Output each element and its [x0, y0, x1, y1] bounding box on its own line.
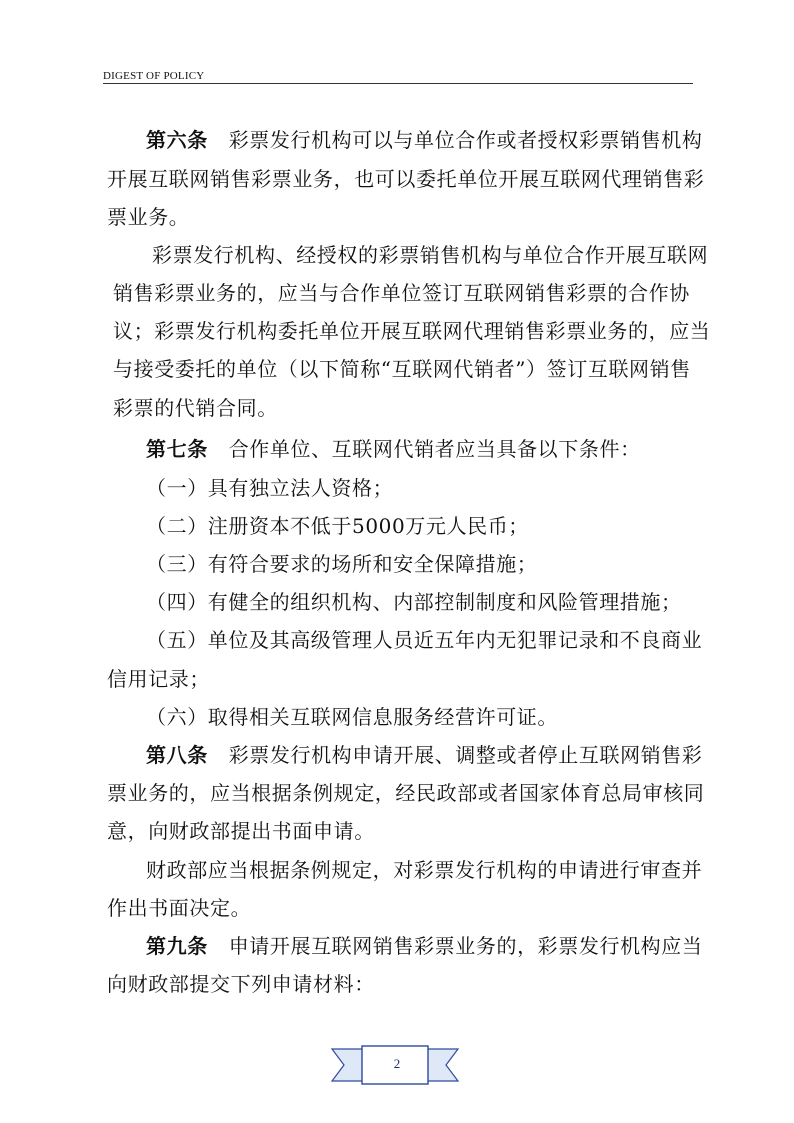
condition-item: （六）取得相关互联网信息服务经营许可证。	[146, 705, 558, 729]
running-header: DIGEST OF POLICY	[103, 70, 693, 84]
paragraph-line: 议；彩票发行机构委托单位开展互联网代理销售彩票业务的，应当	[113, 319, 711, 343]
paragraph-line: 财政部应当根据条例规定，对彩票发行机构的申请进行审查并	[146, 858, 703, 882]
page-number: 2	[393, 1056, 401, 1071]
condition-item: （二）注册资本不低于5000万元人民币；	[146, 514, 529, 538]
paragraph-line: 与接受委托的单位（以下简称“互联网代销者”）签订互联网销售	[113, 357, 691, 381]
article-6-line-3: 票业务。	[107, 205, 190, 229]
condition-item: （一）具有独立法人资格；	[146, 476, 394, 500]
article-7-heading: 第七条	[146, 437, 208, 461]
condition-item: （五）单位及其高级管理人员近五年内无犯罪记录和不良商业	[146, 628, 703, 652]
paragraph-line: 彩票发行机构、经授权的彩票销售机构与单位合作开展互联网	[152, 243, 709, 267]
condition-item: （四）有健全的组织机构、内部控制制度和风险管理措施；	[146, 590, 682, 614]
paragraph-line: 销售彩票业务的，应当与合作单位签订互联网销售彩票的合作协	[113, 281, 690, 305]
article-8-heading: 第八条	[146, 743, 208, 767]
condition-item: （三）有符合要求的场所和安全保障措施；	[146, 552, 538, 576]
article-7-text: 合作单位、互联网代销者应当具备以下条件：	[228, 437, 641, 461]
condition-item-continued: 信用记录；	[107, 667, 210, 691]
article-8-text: 彩票发行机构申请开展、调整或者停止互联网销售彩	[228, 743, 703, 767]
article-9-line-1	[146, 934, 703, 958]
article-9-text: 申请开展互联网销售彩票业务的，彩票发行机构应当	[228, 934, 703, 958]
article-9-line-2: 向财政部提交下列申请材料：	[107, 972, 375, 996]
article-7-line-1	[146, 437, 641, 461]
article-8-line-3: 意，向财政部提出书面申请。	[107, 819, 375, 843]
article-6-line-1	[146, 128, 703, 152]
article-6-text: 彩票发行机构可以与单位合作或者授权彩票销售机构	[228, 128, 703, 152]
article-9-heading: 第九条	[146, 934, 208, 958]
paragraph-line: 作出书面决定。	[107, 896, 252, 920]
article-8-line-1	[146, 743, 703, 767]
article-6-line-2: 开展互联网销售彩票业务，也可以委托单位开展互联网代理销售彩	[107, 167, 705, 191]
paragraph-line: 彩票的代销合同。	[113, 396, 278, 420]
article-6-heading: 第六条	[146, 128, 208, 152]
article-8-line-2: 票业务的，应当根据条例规定，经民政部或者国家体育总局审核同	[107, 781, 705, 805]
